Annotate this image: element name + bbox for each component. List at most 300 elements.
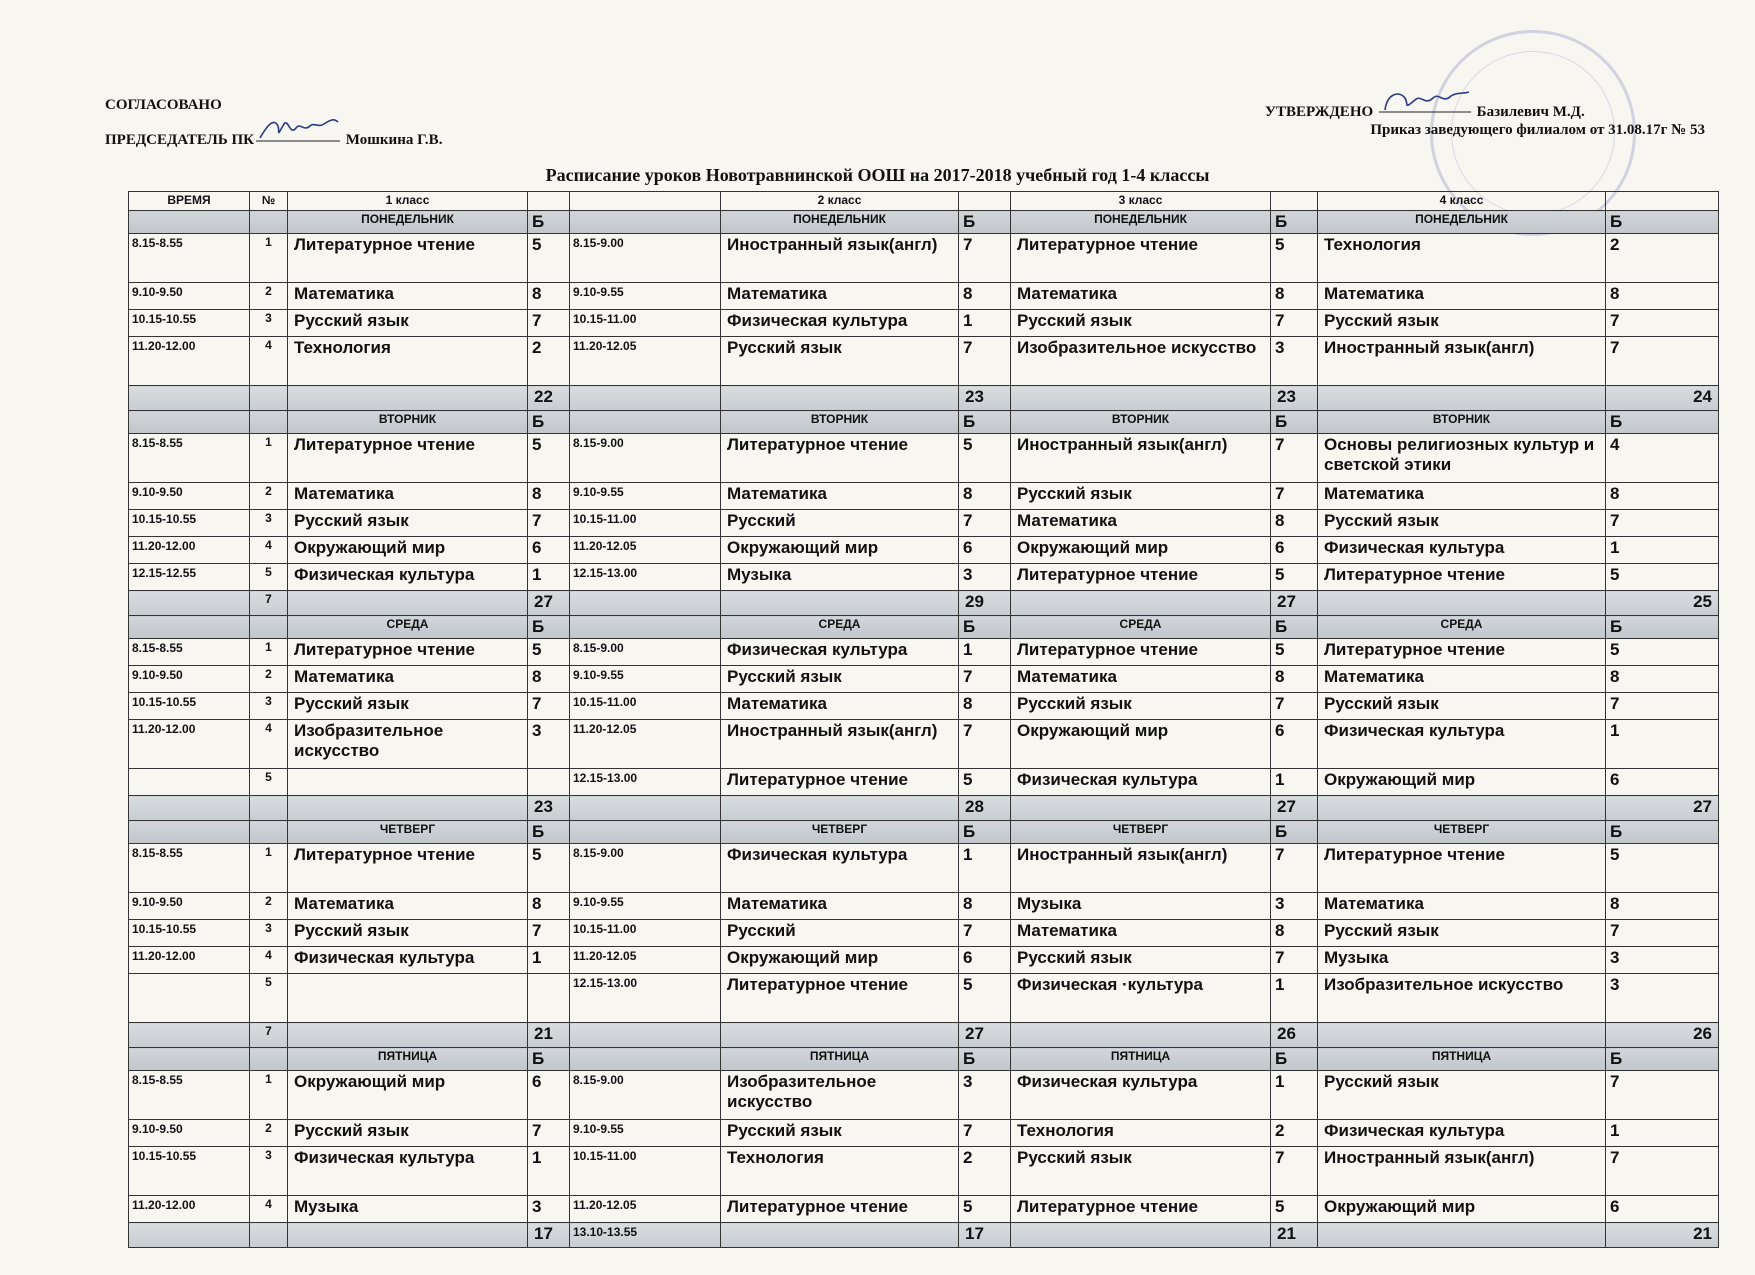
day-name: ПЯТНИЦА	[288, 1048, 528, 1071]
day-header-row	[129, 1048, 1719, 1071]
header-row	[129, 192, 1719, 211]
total-class1: 27	[528, 591, 570, 616]
subject-class4: Математика	[1318, 283, 1606, 310]
lesson-row	[129, 666, 1719, 693]
points-class2: 7	[959, 920, 1011, 947]
subject-class3: Технология	[1011, 1120, 1271, 1147]
day-total-row	[129, 386, 1719, 411]
points-class1: 2	[528, 337, 570, 386]
lesson-number: 3	[250, 693, 288, 720]
points-class2: 7	[959, 234, 1011, 283]
total-spacer	[721, 1223, 959, 1248]
points-class1: 3	[528, 720, 570, 769]
lesson-time: 8.15-8.55	[129, 1071, 250, 1120]
total-class2: 29	[959, 591, 1011, 616]
lesson-time-class2: 10.15-11.00	[570, 920, 721, 947]
subject-class1: Русский язык	[288, 310, 528, 337]
lesson-number: 1	[250, 1071, 288, 1120]
total-extra-time	[570, 591, 721, 616]
points-class1: 7	[528, 693, 570, 720]
day-name: ЧЕТВЕРГ	[721, 821, 959, 844]
total-class2: 23	[959, 386, 1011, 411]
b-header: Б	[959, 211, 1011, 234]
lesson-time-class2: 8.15-9.00	[570, 639, 721, 666]
subject-class3: Математика	[1011, 666, 1271, 693]
b-header: Б	[1606, 616, 1719, 639]
points-class1	[528, 769, 570, 796]
lesson-row	[129, 1071, 1719, 1120]
points-class3: 2	[1271, 1120, 1318, 1147]
subject-class1: Математика	[288, 893, 528, 920]
b-header: Б	[959, 616, 1011, 639]
points-class3: 3	[1271, 893, 1318, 920]
points-class1: 7	[528, 1120, 570, 1147]
lesson-row	[129, 434, 1719, 483]
lesson-time: 11.20-12.00	[129, 1196, 250, 1223]
lesson-time-class2: 9.10-9.55	[570, 893, 721, 920]
subject-class4: Основы религиозных культур и светской этики	[1318, 434, 1606, 483]
subject-class3: Изобразительное искусство	[1011, 337, 1271, 386]
b-header: Б	[528, 616, 570, 639]
total-spacer	[288, 1223, 528, 1248]
subject-class4: Русский язык	[1318, 1071, 1606, 1120]
points-class2: 1	[959, 639, 1011, 666]
lesson-time: 10.15-10.55	[129, 920, 250, 947]
points-class1: 7	[528, 920, 570, 947]
subject-class2: Физическая культура	[721, 639, 959, 666]
points-class3: 5	[1271, 234, 1318, 283]
points-class3: 1	[1271, 974, 1318, 1023]
points-class1: 7	[528, 310, 570, 337]
points-class1: 8	[528, 666, 570, 693]
day-name: ПОНЕДЕЛЬНИК	[721, 211, 959, 234]
lesson-time: 9.10-9.50	[129, 893, 250, 920]
lesson-time-class2: 10.15-11.00	[570, 310, 721, 337]
points-class2: 6	[959, 947, 1011, 974]
points-class1: 8	[528, 483, 570, 510]
subject-class2: Математика	[721, 483, 959, 510]
lesson-time: 9.10-9.50	[129, 666, 250, 693]
points-class4: 7	[1606, 337, 1719, 386]
points-class2: 7	[959, 1120, 1011, 1147]
lesson-row	[129, 974, 1719, 1023]
total-class1: 23	[528, 796, 570, 821]
total-spacer	[129, 386, 250, 411]
total-count	[250, 1223, 288, 1248]
b-header: Б	[1271, 211, 1318, 234]
lesson-time: 8.15-8.55	[129, 234, 250, 283]
total-spacer	[721, 591, 959, 616]
day-header-row	[129, 411, 1719, 434]
day-name: ВТОРНИК	[721, 411, 959, 434]
total-class3: 27	[1271, 591, 1318, 616]
lesson-time-class2: 10.15-11.00	[570, 510, 721, 537]
subject-class4: Математика	[1318, 483, 1606, 510]
day-name: СРЕДА	[1011, 616, 1271, 639]
subject-class1: Математика	[288, 283, 528, 310]
subject-class1: Физическая культура	[288, 947, 528, 974]
day-spacer	[129, 616, 250, 639]
lesson-time-class2: 8.15-9.00	[570, 434, 721, 483]
points-class2: 8	[959, 483, 1011, 510]
points-class4: 4	[1606, 434, 1719, 483]
total-class2: 17	[959, 1223, 1011, 1248]
subject-class1: Русский язык	[288, 510, 528, 537]
points-class2: 7	[959, 337, 1011, 386]
total-spacer	[1011, 386, 1271, 411]
points-class1: 8	[528, 283, 570, 310]
lesson-time-class2: 9.10-9.55	[570, 483, 721, 510]
total-extra-time: 13.10-13.55	[570, 1223, 721, 1248]
day-name: СРЕДА	[721, 616, 959, 639]
lesson-time: 10.15-10.55	[129, 510, 250, 537]
total-class1: 21	[528, 1023, 570, 1048]
lesson-row	[129, 1120, 1719, 1147]
subject-class4: Окружающий мир	[1318, 769, 1606, 796]
subject-class3: Физическая культура	[1011, 1071, 1271, 1120]
points-class3: 7	[1271, 310, 1318, 337]
total-spacer	[288, 1023, 528, 1048]
total-spacer	[288, 796, 528, 821]
points-class3: 1	[1271, 1071, 1318, 1120]
subject-class2: Технология	[721, 1147, 959, 1196]
day-spacer	[570, 616, 721, 639]
lesson-row	[129, 920, 1719, 947]
lesson-row	[129, 893, 1719, 920]
subject-class2: Иностранный язык(англ)	[721, 234, 959, 283]
day-spacer	[129, 411, 250, 434]
subject-class4: Иностранный язык(англ)	[1318, 1147, 1606, 1196]
points-class4: 3	[1606, 947, 1719, 974]
day-total-row	[129, 1023, 1719, 1048]
points-class3: 6	[1271, 537, 1318, 564]
total-class4: 27	[1606, 796, 1719, 821]
subject-class1: Литературное чтение	[288, 639, 528, 666]
points-class2: 7	[959, 510, 1011, 537]
b-header: Б	[1271, 411, 1318, 434]
lesson-row	[129, 844, 1719, 893]
lesson-time-class2: 8.15-9.00	[570, 1071, 721, 1120]
day-name: ЧЕТВЕРГ	[1011, 821, 1271, 844]
points-class4: 5	[1606, 564, 1719, 591]
subject-class1: Русский язык	[288, 693, 528, 720]
total-extra-time	[570, 386, 721, 411]
lesson-time: 11.20-12.00	[129, 337, 250, 386]
lesson-time-class2: 11.20-12.05	[570, 947, 721, 974]
total-spacer	[129, 1223, 250, 1248]
lesson-number: 2	[250, 1120, 288, 1147]
points-class1: 6	[528, 1071, 570, 1120]
lesson-time: 11.20-12.00	[129, 947, 250, 974]
b-header: Б	[1606, 211, 1719, 234]
lesson-number: 2	[250, 283, 288, 310]
total-spacer	[721, 796, 959, 821]
subject-class4: Русский язык	[1318, 310, 1606, 337]
points-class1: 3	[528, 1196, 570, 1223]
points-class4: 8	[1606, 483, 1719, 510]
lesson-time-class2: 9.10-9.55	[570, 666, 721, 693]
total-count: 7	[250, 1023, 288, 1048]
lesson-number: 4	[250, 720, 288, 769]
points-class4: 1	[1606, 537, 1719, 564]
subject-class4: Математика	[1318, 893, 1606, 920]
lesson-row	[129, 769, 1719, 796]
points-class4: 7	[1606, 510, 1719, 537]
signature-right	[1377, 88, 1473, 121]
total-class3: 26	[1271, 1023, 1318, 1048]
approved-label: УТВЕРЖДЕНО	[1265, 104, 1374, 120]
b-header: Б	[528, 821, 570, 844]
lesson-number: 2	[250, 483, 288, 510]
lesson-time: 9.10-9.50	[129, 483, 250, 510]
points-class4: 1	[1606, 1120, 1719, 1147]
subject-class1: Технология	[288, 337, 528, 386]
lesson-time: 8.15-8.55	[129, 844, 250, 893]
lesson-row	[129, 337, 1719, 386]
points-class4: 7	[1606, 693, 1719, 720]
lesson-row	[129, 564, 1719, 591]
chairman-label: ПРЕДСЕДАТЕЛЬ ПК	[105, 132, 255, 148]
subject-class3: Литературное чтение	[1011, 639, 1271, 666]
subject-class4: Изобразительное искусство	[1318, 974, 1606, 1023]
points-class1: 1	[528, 1147, 570, 1196]
points-class1: 8	[528, 893, 570, 920]
lesson-row	[129, 639, 1719, 666]
points-class2: 5	[959, 769, 1011, 796]
day-name: ВТОРНИК	[1318, 411, 1606, 434]
total-class2: 28	[959, 796, 1011, 821]
lesson-row	[129, 720, 1719, 769]
points-class1: 5	[528, 234, 570, 283]
lesson-time-class2: 11.20-12.05	[570, 720, 721, 769]
day-spacer	[250, 616, 288, 639]
subject-class1: Окружающий мир	[288, 1071, 528, 1120]
subject-class1: Русский язык	[288, 920, 528, 947]
total-class1: 17	[528, 1223, 570, 1248]
total-spacer	[288, 591, 528, 616]
day-header-row	[129, 821, 1719, 844]
b-header: Б	[528, 411, 570, 434]
b-header: Б	[1271, 821, 1318, 844]
day-name: ПОНЕДЕЛЬНИК	[288, 211, 528, 234]
points-class1: 7	[528, 510, 570, 537]
lesson-time-class2: 11.20-12.05	[570, 537, 721, 564]
subject-class3: Русский язык	[1011, 947, 1271, 974]
points-class3: 5	[1271, 564, 1318, 591]
points-class3: 7	[1271, 844, 1318, 893]
col-class2: 2 класс	[721, 192, 959, 211]
col-class1: 1 класс	[288, 192, 528, 211]
lesson-row	[129, 483, 1719, 510]
b-header: Б	[1606, 411, 1719, 434]
points-class2: 8	[959, 283, 1011, 310]
total-class2: 27	[959, 1023, 1011, 1048]
subject-class2: Литературное чтение	[721, 1196, 959, 1223]
schedule-body	[129, 211, 1719, 1248]
total-class3: 27	[1271, 796, 1318, 821]
points-class2: 8	[959, 893, 1011, 920]
subject-class3: Математика	[1011, 920, 1271, 947]
b-header: Б	[1606, 821, 1719, 844]
points-class4: 7	[1606, 1071, 1719, 1120]
subject-class2: Литературное чтение	[721, 769, 959, 796]
points-class2: 2	[959, 1147, 1011, 1196]
lesson-time: 10.15-10.55	[129, 693, 250, 720]
lesson-time: 8.15-8.55	[129, 639, 250, 666]
day-name: ПЯТНИЦА	[1318, 1048, 1606, 1071]
points-class4: 7	[1606, 920, 1719, 947]
subject-class3: Окружающий мир	[1011, 537, 1271, 564]
points-class4: 6	[1606, 769, 1719, 796]
subject-class3: Музыка	[1011, 893, 1271, 920]
subject-class4: Иностранный язык(англ)	[1318, 337, 1606, 386]
points-class4: 5	[1606, 844, 1719, 893]
subject-class3: Окружающий мир	[1011, 720, 1271, 769]
signature-left	[254, 114, 342, 149]
total-class4: 24	[1606, 386, 1719, 411]
day-total-row	[129, 796, 1719, 821]
total-count	[250, 796, 288, 821]
subject-class4: Физическая культура	[1318, 1120, 1606, 1147]
subject-class2: Русский язык	[721, 666, 959, 693]
day-name: ЧЕТВЕРГ	[288, 821, 528, 844]
subject-class1: Литературное чтение	[288, 234, 528, 283]
lesson-row	[129, 510, 1719, 537]
points-class4: 7	[1606, 310, 1719, 337]
points-class1: 5	[528, 434, 570, 483]
subject-class2: Изобразительное искусство	[721, 1071, 959, 1120]
subject-class4: Физическая культура	[1318, 720, 1606, 769]
points-class1: 5	[528, 844, 570, 893]
subject-class1: Физическая культура	[288, 564, 528, 591]
lesson-number: 2	[250, 893, 288, 920]
lesson-time-class2: 12.15-13.00	[570, 974, 721, 1023]
total-spacer	[1318, 591, 1606, 616]
total-count: 7	[250, 591, 288, 616]
lesson-number: 2	[250, 666, 288, 693]
lesson-time	[129, 974, 250, 1023]
subject-class2: Литературное чтение	[721, 434, 959, 483]
points-class3: 5	[1271, 1196, 1318, 1223]
lesson-time-class2: 9.10-9.55	[570, 283, 721, 310]
total-class1: 22	[528, 386, 570, 411]
lesson-time: 9.10-9.50	[129, 1120, 250, 1147]
lesson-number: 5	[250, 974, 288, 1023]
day-spacer	[129, 821, 250, 844]
total-class4: 25	[1606, 591, 1719, 616]
lesson-time-class2: 10.15-11.00	[570, 1147, 721, 1196]
subject-class2: Русский язык	[721, 1120, 959, 1147]
day-spacer	[129, 1048, 250, 1071]
points-class1: 6	[528, 537, 570, 564]
total-spacer	[721, 386, 959, 411]
total-extra-time	[570, 796, 721, 821]
lesson-time-class2: 12.15-13.00	[570, 564, 721, 591]
chairman-name: Мошкина Г.В.	[345, 132, 443, 148]
total-class3: 23	[1271, 386, 1318, 411]
b-header: Б	[1271, 1048, 1318, 1071]
subject-class2: Математика	[721, 283, 959, 310]
points-class3: 7	[1271, 693, 1318, 720]
subject-class1: Литературное чтение	[288, 434, 528, 483]
points-class3: 8	[1271, 920, 1318, 947]
lesson-number: 1	[250, 639, 288, 666]
points-class4: 6	[1606, 1196, 1719, 1223]
lesson-number: 3	[250, 1147, 288, 1196]
subject-class4: Литературное чтение	[1318, 639, 1606, 666]
day-header-row	[129, 616, 1719, 639]
points-class3: 8	[1271, 283, 1318, 310]
points-class3: 8	[1271, 666, 1318, 693]
lesson-number: 5	[250, 564, 288, 591]
total-spacer	[129, 591, 250, 616]
total-spacer	[1011, 591, 1271, 616]
subject-class3: Математика	[1011, 510, 1271, 537]
points-class4: 8	[1606, 283, 1719, 310]
total-spacer	[1011, 796, 1271, 821]
points-class1: 5	[528, 639, 570, 666]
subject-class3: Иностранный язык(англ)	[1011, 844, 1271, 893]
subject-class2: Иностранный язык(англ)	[721, 720, 959, 769]
day-spacer	[570, 821, 721, 844]
lesson-number: 3	[250, 510, 288, 537]
points-class2: 7	[959, 666, 1011, 693]
lesson-number: 4	[250, 1196, 288, 1223]
lesson-row	[129, 1196, 1719, 1223]
points-class3: 1	[1271, 769, 1318, 796]
lesson-time-class2: 10.15-11.00	[570, 693, 721, 720]
points-class2: 5	[959, 974, 1011, 1023]
subject-class3: Русский язык	[1011, 693, 1271, 720]
points-class3: 3	[1271, 337, 1318, 386]
subject-class2: Окружающий мир	[721, 947, 959, 974]
day-name: ПОНЕДЕЛЬНИК	[1011, 211, 1271, 234]
points-class3: 7	[1271, 483, 1318, 510]
subject-class3: Русский язык	[1011, 310, 1271, 337]
subject-class2: Физическая культура	[721, 844, 959, 893]
subject-class1: Математика	[288, 483, 528, 510]
lesson-row	[129, 1147, 1719, 1196]
agreed-label: СОГЛАСОВАНО	[105, 97, 222, 113]
total-spacer	[1318, 1223, 1606, 1248]
points-class2: 1	[959, 844, 1011, 893]
subject-class1: Музыка	[288, 1196, 528, 1223]
total-class3: 21	[1271, 1223, 1318, 1248]
day-name: ЧЕТВЕРГ	[1318, 821, 1606, 844]
col-time: ВРЕМЯ	[129, 192, 250, 211]
subject-class2: Русский	[721, 920, 959, 947]
lesson-time-class2: 11.20-12.05	[570, 337, 721, 386]
b-header: Б	[528, 211, 570, 234]
total-spacer	[1318, 796, 1606, 821]
subject-class1: Русский язык	[288, 1120, 528, 1147]
subject-class1: Изобразительное искусство	[288, 720, 528, 769]
lesson-number: 4	[250, 947, 288, 974]
lesson-number: 1	[250, 844, 288, 893]
lesson-time: 9.10-9.50	[129, 283, 250, 310]
points-class2: 5	[959, 1196, 1011, 1223]
b-header: Б	[528, 1048, 570, 1071]
lesson-number: 1	[250, 234, 288, 283]
subject-class3: Русский язык	[1011, 483, 1271, 510]
subject-class4: Физическая культура	[1318, 537, 1606, 564]
director-name: Базилевич М.Д.	[1476, 104, 1585, 120]
subject-class3: Физическая ·культура	[1011, 974, 1271, 1023]
subject-class4: Музыка	[1318, 947, 1606, 974]
subject-class3: Литературное чтение	[1011, 564, 1271, 591]
total-spacer	[1011, 1023, 1271, 1048]
subject-class1: Математика	[288, 666, 528, 693]
